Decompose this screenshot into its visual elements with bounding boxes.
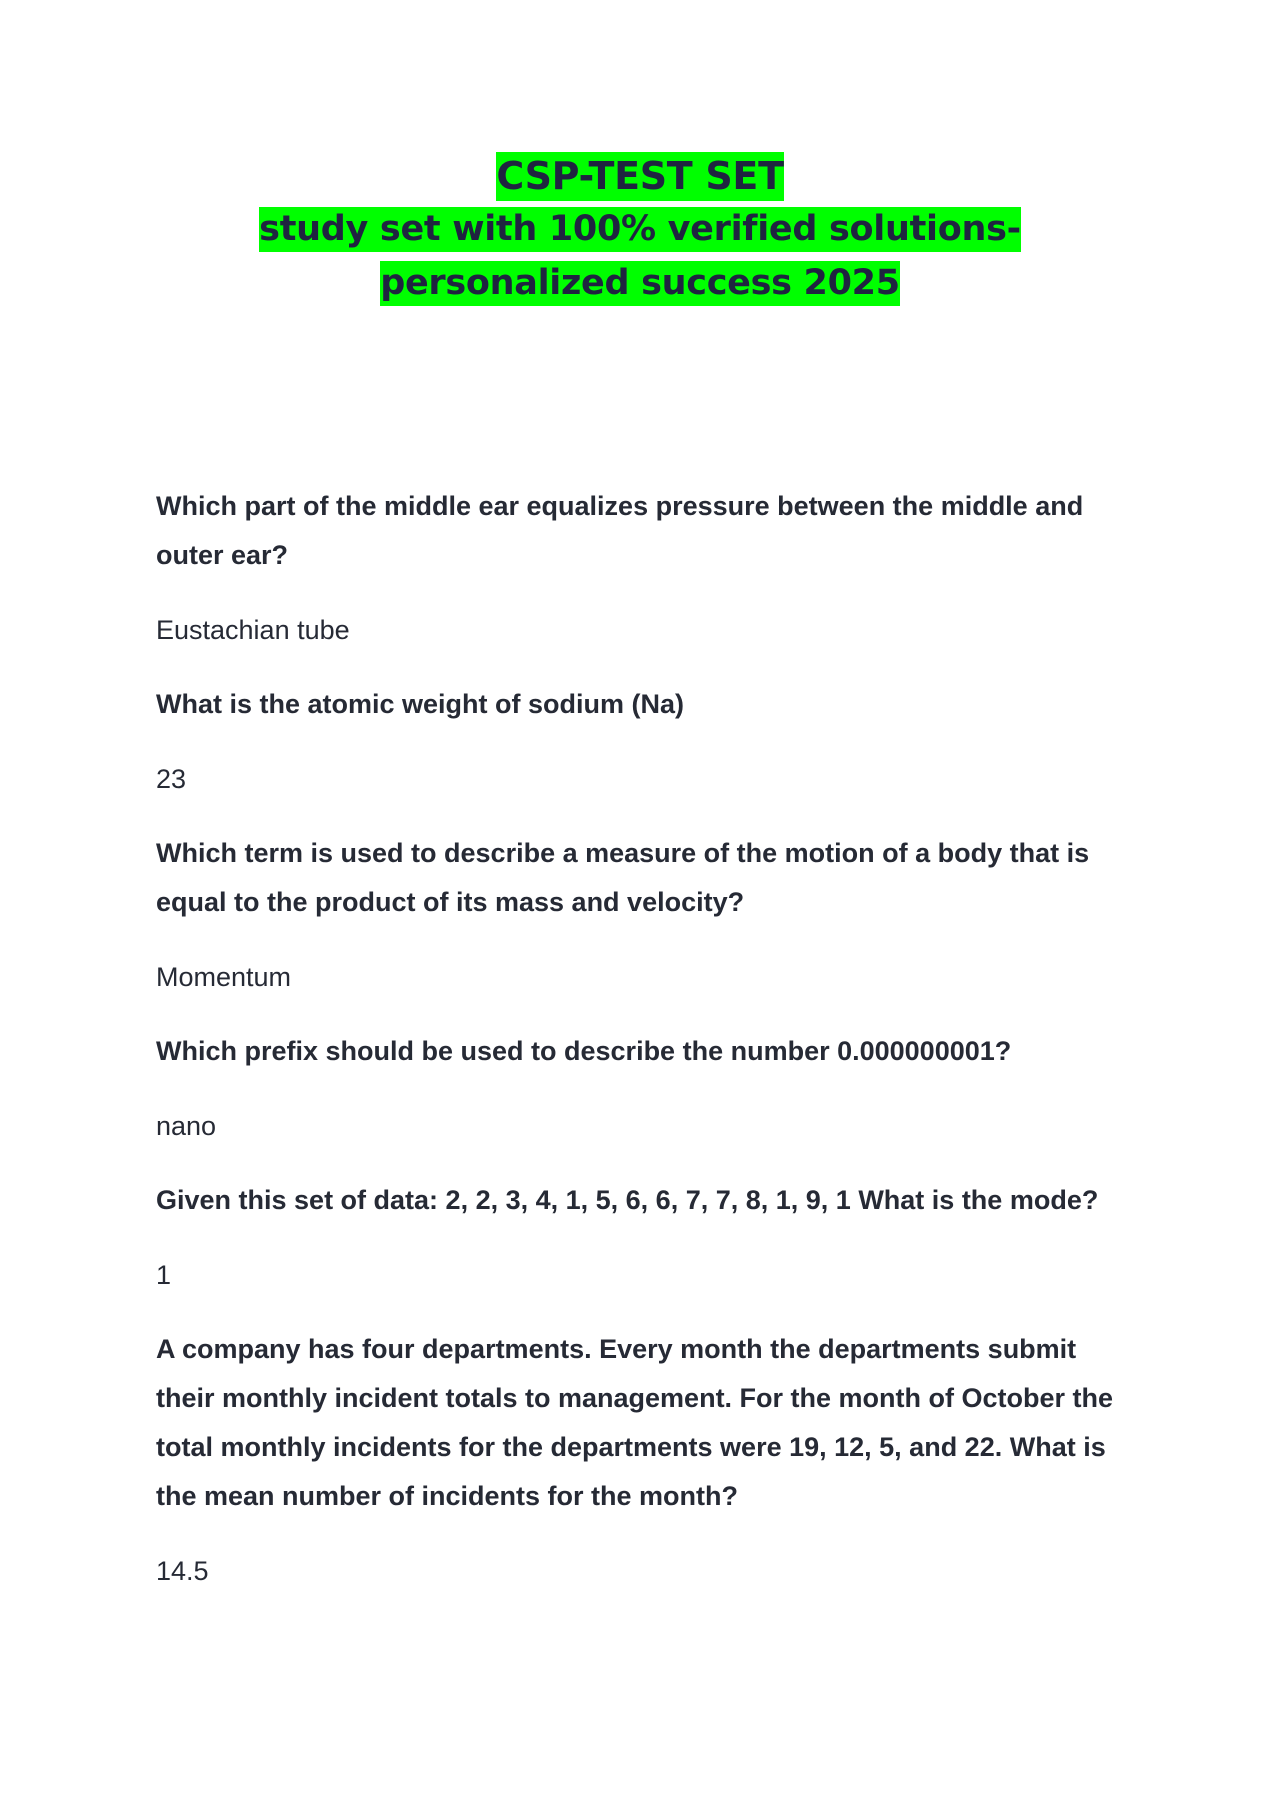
document-title: CSP-TEST SET	[496, 152, 783, 201]
qa-item	[156, 829, 1136, 1002]
answer-text: 1	[156, 1260, 172, 1290]
document-subtitle: study set with 100% verified solutions-personalized success 2025	[259, 207, 1021, 306]
question-text: Which term is used to describe a measure of the motion of a body that is equal to the product of its mass and velocity?	[156, 838, 1090, 917]
question-text: Given this set of data: 2, 2, 3, 4, 1, 5, 6, 6, 7, 7, 8, 1, 9, 1 What is the mode?	[156, 1185, 1099, 1215]
question-text: Which part of the middle ear equalizes pressure between the middle and outer ear?	[156, 491, 1084, 570]
answer-text: nano	[156, 1111, 217, 1141]
answer-text: 23	[156, 764, 187, 794]
answer-text: 14.5	[156, 1556, 209, 1586]
qa-list	[156, 482, 1136, 1621]
qa-item	[156, 482, 1136, 655]
question-text: What is the atomic weight of sodium (Na)	[156, 689, 685, 719]
qa-item	[156, 1176, 1136, 1300]
qa-item	[156, 1325, 1136, 1596]
question-text: Which prefix should be used to describe the number 0.000000001?	[156, 1036, 1012, 1066]
question-text: A company has four departments. Every month the departments submit their monthly incident totals to management. For the month of October the total monthly incidents for the departments were 19, 12, 5, and 22. What is the mean number of incidents for the month?	[156, 1334, 1114, 1511]
title-block	[0, 152, 1280, 313]
qa-item	[156, 1027, 1136, 1151]
answer-text: Momentum	[156, 962, 292, 992]
qa-item	[156, 680, 1136, 804]
answer-text: Eustachian tube	[156, 615, 350, 645]
